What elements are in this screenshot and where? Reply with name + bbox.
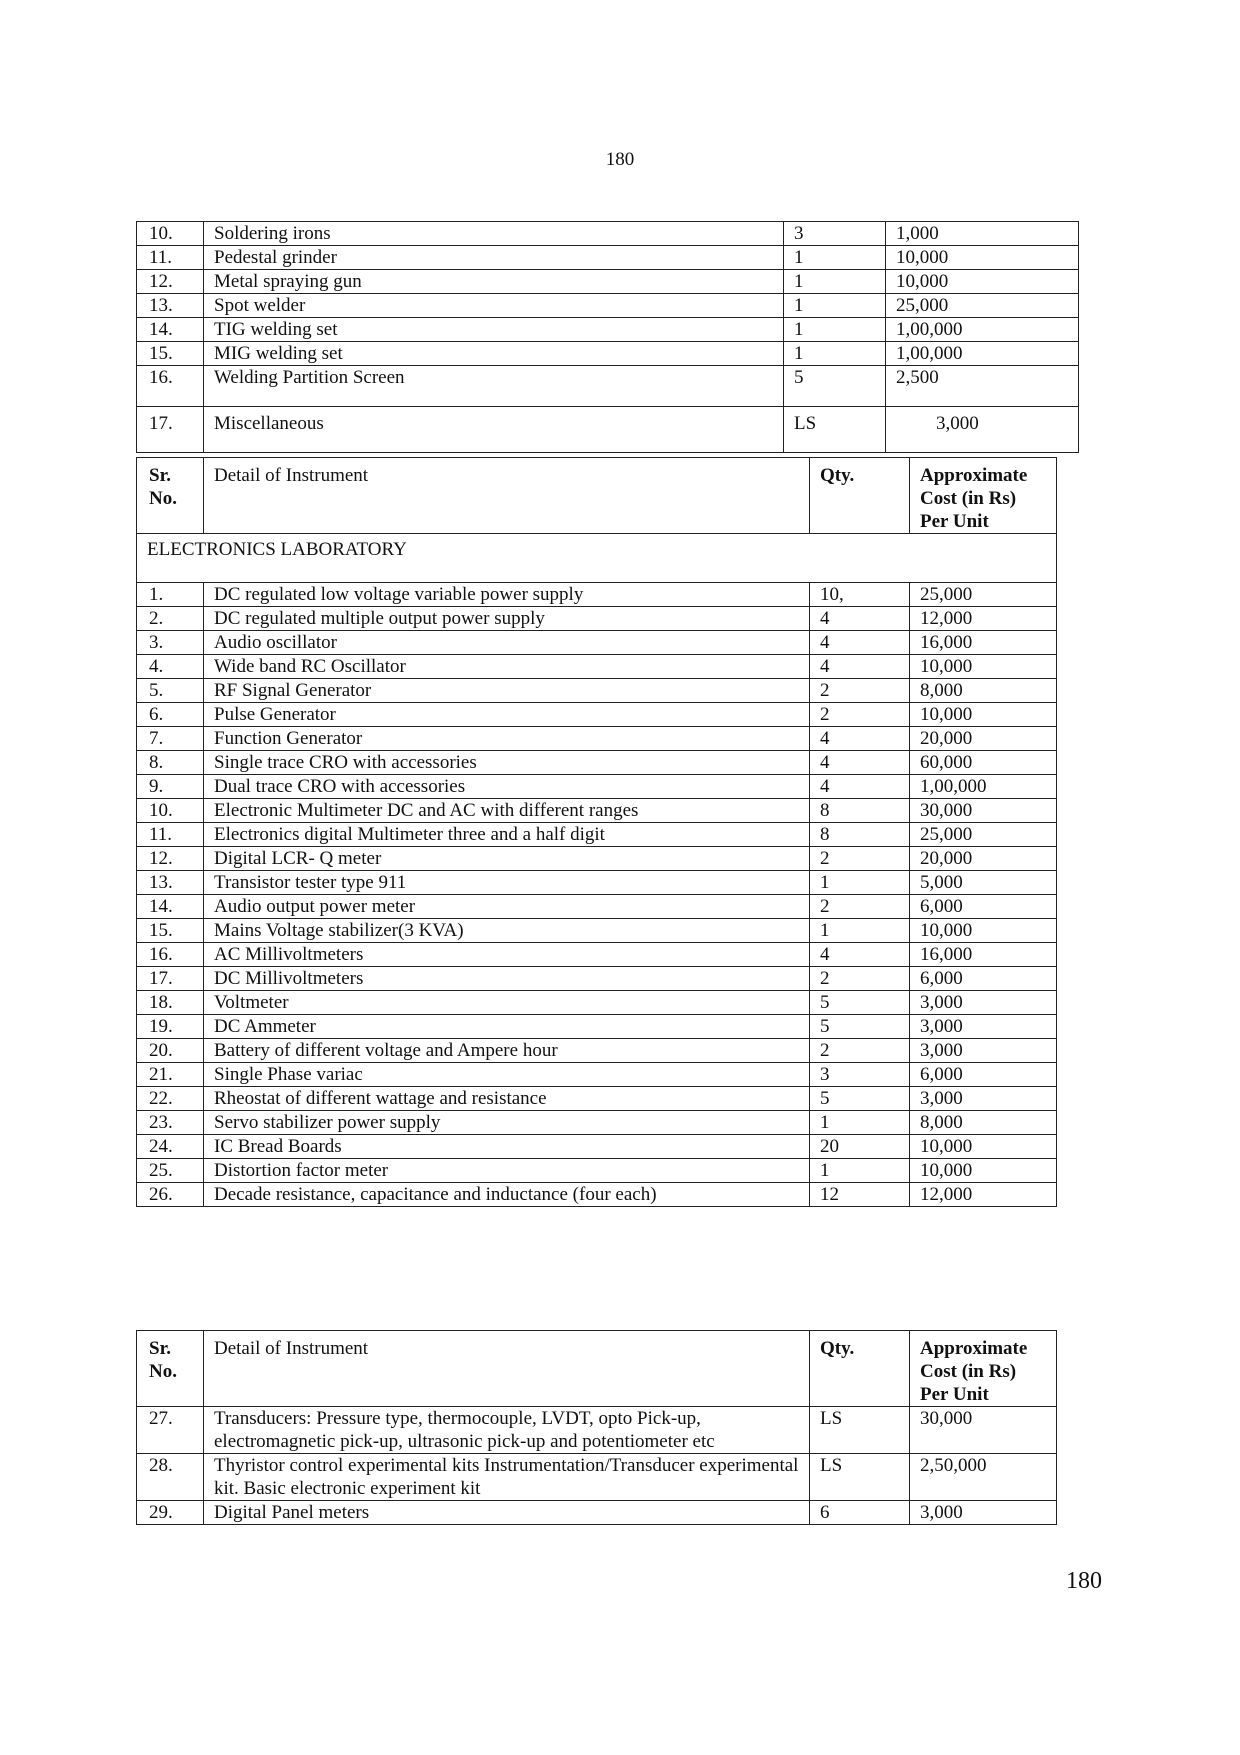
cell-cost: 12,000 — [910, 607, 1057, 631]
cell-detail: Transistor tester type 911 — [204, 871, 810, 895]
table-row — [137, 1111, 1057, 1135]
cell-sr: 11. — [137, 823, 204, 847]
cell-detail: Single trace CRO with accessories — [204, 751, 810, 775]
cell-sr: 5. — [137, 679, 204, 703]
table-row — [137, 847, 1057, 871]
cell-sr: 11. — [137, 246, 204, 270]
cell-detail: Thyristor control experimental kits Instrumentation/Transducer experimental kit. Basic electronic experiment kit — [204, 1454, 810, 1501]
header-detail: Detail of Instrument — [204, 1331, 810, 1407]
cell-qty: 2 — [810, 895, 910, 919]
cell-detail: Spot welder — [204, 294, 784, 318]
header-detail: Detail of Instrument — [204, 458, 810, 534]
cell-qty: 1 — [784, 342, 886, 366]
cell-qty: 4 — [810, 655, 910, 679]
cell-sr: 17. — [137, 407, 204, 453]
cell-detail: Voltmeter — [204, 991, 810, 1015]
equipment-table-continued — [136, 1330, 1057, 1525]
cell-detail: DC regulated low voltage variable power supply — [204, 583, 810, 607]
cell-qty: 5 — [810, 1015, 910, 1039]
header-qty: Qty. — [810, 1331, 910, 1407]
cell-cost: 6,000 — [910, 895, 1057, 919]
cell-detail: Metal spraying gun — [204, 270, 784, 294]
cell-qty: 1 — [784, 318, 886, 342]
cell-qty: 5 — [810, 1087, 910, 1111]
cell-cost: 25,000 — [910, 823, 1057, 847]
cell-cost: 10,000 — [910, 1159, 1057, 1183]
cell-detail: Battery of different voltage and Ampere hour — [204, 1039, 810, 1063]
table-row — [137, 1501, 1057, 1525]
cell-qty: 1 — [810, 919, 910, 943]
cell-sr: 8. — [137, 751, 204, 775]
cell-detail: Mains Voltage stabilizer(3 KVA) — [204, 919, 810, 943]
cell-detail: Digital Panel meters — [204, 1501, 810, 1525]
table-row — [137, 407, 1079, 453]
cell-cost: 1,000 — [886, 222, 1079, 246]
table-row — [137, 294, 1079, 318]
table-row — [137, 318, 1079, 342]
equipment-table-electronics — [136, 457, 1057, 1207]
cell-sr: 16. — [137, 366, 204, 407]
cell-cost: 20,000 — [910, 727, 1057, 751]
table-row — [137, 679, 1057, 703]
table-row — [137, 895, 1057, 919]
cell-cost: 10,000 — [886, 270, 1079, 294]
cell-qty: 2 — [810, 703, 910, 727]
table-row — [137, 366, 1079, 407]
table-header-row — [137, 458, 1057, 534]
cell-sr: 25. — [137, 1159, 204, 1183]
cell-sr: 22. — [137, 1087, 204, 1111]
cell-sr: 14. — [137, 895, 204, 919]
cell-qty: 1 — [810, 1111, 910, 1135]
cell-sr: 10. — [137, 222, 204, 246]
cell-cost: 25,000 — [886, 294, 1079, 318]
cell-cost: 30,000 — [910, 1407, 1057, 1454]
cell-detail: Welding Partition Screen — [204, 366, 784, 407]
cell-qty: LS — [810, 1454, 910, 1501]
cell-sr: 13. — [137, 294, 204, 318]
table-row — [137, 1063, 1057, 1087]
cell-detail: DC Ammeter — [204, 1015, 810, 1039]
cell-cost: 3,000 — [910, 1087, 1057, 1111]
section-title: ELECTRONICS LABORATORY — [137, 534, 1057, 583]
cell-sr: 3. — [137, 631, 204, 655]
cell-qty: 5 — [810, 991, 910, 1015]
cell-qty: 8 — [810, 823, 910, 847]
cell-qty: 10, — [810, 583, 910, 607]
table-row — [137, 607, 1057, 631]
cell-sr: 20. — [137, 1039, 204, 1063]
table-row — [137, 342, 1079, 366]
cell-cost: 1,00,000 — [886, 318, 1079, 342]
cell-qty: 1 — [784, 294, 886, 318]
cell-cost: 1,00,000 — [910, 775, 1057, 799]
cell-cost: 1,00,000 — [886, 342, 1079, 366]
cell-detail: Dual trace CRO with accessories — [204, 775, 810, 799]
cell-sr: 26. — [137, 1183, 204, 1207]
cell-detail: AC Millivoltmeters — [204, 943, 810, 967]
cell-qty: 4 — [810, 943, 910, 967]
cell-qty: 6 — [810, 1501, 910, 1525]
cell-cost: 10,000 — [910, 703, 1057, 727]
cell-sr: 16. — [137, 943, 204, 967]
cell-qty: 4 — [810, 775, 910, 799]
cell-cost: 2,500 — [886, 366, 1079, 407]
cell-qty: 4 — [810, 751, 910, 775]
cell-cost: 8,000 — [910, 1111, 1057, 1135]
cell-detail: Electronic Multimeter DC and AC with different ranges — [204, 799, 810, 823]
cell-detail: Decade resistance, capacitance and inductance (four each) — [204, 1183, 810, 1207]
cell-cost: 10,000 — [886, 246, 1079, 270]
cell-qty: 3 — [784, 222, 886, 246]
cell-detail: Single Phase variac — [204, 1063, 810, 1087]
table-header-row — [137, 1331, 1057, 1407]
cell-detail: Audio output power meter — [204, 895, 810, 919]
table-row — [137, 967, 1057, 991]
cell-sr: 28. — [137, 1454, 204, 1501]
table-row — [137, 1135, 1057, 1159]
cell-cost: 16,000 — [910, 631, 1057, 655]
table-row — [137, 1039, 1057, 1063]
table-row — [137, 246, 1079, 270]
cell-sr: 21. — [137, 1063, 204, 1087]
cell-cost: 8,000 — [910, 679, 1057, 703]
table-row — [137, 703, 1057, 727]
cell-sr: 23. — [137, 1111, 204, 1135]
table-row — [137, 775, 1057, 799]
table-row — [137, 222, 1079, 246]
cell-sr: 24. — [137, 1135, 204, 1159]
cell-cost: 16,000 — [910, 943, 1057, 967]
cell-sr: 29. — [137, 1501, 204, 1525]
cell-qty: 4 — [810, 607, 910, 631]
cell-detail: Servo stabilizer power supply — [204, 1111, 810, 1135]
cell-cost: 60,000 — [910, 751, 1057, 775]
cell-cost: 12,000 — [910, 1183, 1057, 1207]
cell-qty: 1 — [810, 1159, 910, 1183]
cell-sr: 1. — [137, 583, 204, 607]
table-row — [137, 823, 1057, 847]
cell-sr: 27. — [137, 1407, 204, 1454]
cell-cost: 6,000 — [910, 967, 1057, 991]
cell-detail: Transducers: Pressure type, thermocouple, LVDT, opto Pick-up, electromagnetic pick-up, ultrasonic pick-up and potentiometer etc — [204, 1407, 810, 1454]
cell-detail: Pedestal grinder — [204, 246, 784, 270]
cell-cost: 3,000 — [886, 407, 1079, 453]
cell-qty: 2 — [810, 847, 910, 871]
table-row — [137, 1454, 1057, 1501]
cell-cost: 3,000 — [910, 1015, 1057, 1039]
cell-detail: Digital LCR- Q meter — [204, 847, 810, 871]
table-row — [137, 991, 1057, 1015]
cell-detail: Pulse Generator — [204, 703, 810, 727]
equipment-table-workshop — [136, 221, 1079, 453]
table-row — [137, 1159, 1057, 1183]
table-row — [137, 727, 1057, 751]
table-row — [137, 943, 1057, 967]
section-row — [137, 534, 1057, 583]
cell-sr: 19. — [137, 1015, 204, 1039]
cell-qty: 3 — [810, 1063, 910, 1087]
cell-cost: 10,000 — [910, 655, 1057, 679]
header-sr-no: Sr. No. — [137, 458, 204, 534]
cell-qty: 2 — [810, 679, 910, 703]
cell-detail: MIG welding set — [204, 342, 784, 366]
cell-sr: 17. — [137, 967, 204, 991]
page-number-top: 180 — [605, 149, 635, 170]
cell-qty: 4 — [810, 727, 910, 751]
cell-cost: 30,000 — [910, 799, 1057, 823]
table-row — [137, 1087, 1057, 1111]
table-row — [137, 871, 1057, 895]
cell-sr: 2. — [137, 607, 204, 631]
cell-detail: Soldering irons — [204, 222, 784, 246]
cell-detail: TIG welding set — [204, 318, 784, 342]
page-number-bottom: 180 — [1066, 1568, 1102, 1594]
cell-qty: 2 — [810, 967, 910, 991]
cell-qty: 1 — [784, 270, 886, 294]
cell-cost: 2,50,000 — [910, 1454, 1057, 1501]
cell-detail: Miscellaneous — [204, 407, 784, 453]
cell-sr: 14. — [137, 318, 204, 342]
cell-sr: 7. — [137, 727, 204, 751]
cell-qty: 1 — [810, 871, 910, 895]
cell-qty: 4 — [810, 631, 910, 655]
table-row — [137, 919, 1057, 943]
cell-detail: IC Bread Boards — [204, 1135, 810, 1159]
cell-cost: 10,000 — [910, 1135, 1057, 1159]
cell-detail: Rheostat of different wattage and resistance — [204, 1087, 810, 1111]
header-qty: Qty. — [810, 458, 910, 534]
table-row — [137, 799, 1057, 823]
cell-cost: 3,000 — [910, 991, 1057, 1015]
table-row — [137, 751, 1057, 775]
table-row — [137, 1015, 1057, 1039]
cell-qty: 1 — [784, 246, 886, 270]
cell-qty: LS — [810, 1407, 910, 1454]
cell-qty: 2 — [810, 1039, 910, 1063]
cell-sr: 9. — [137, 775, 204, 799]
cell-sr: 12. — [137, 847, 204, 871]
cell-cost: 10,000 — [910, 919, 1057, 943]
table-row — [137, 631, 1057, 655]
cell-sr: 18. — [137, 991, 204, 1015]
cell-cost: 6,000 — [910, 1063, 1057, 1087]
cell-detail: Audio oscillator — [204, 631, 810, 655]
cell-qty: 12 — [810, 1183, 910, 1207]
cell-detail: Function Generator — [204, 727, 810, 751]
cell-detail: Wide band RC Oscillator — [204, 655, 810, 679]
cell-detail: Electronics digital Multimeter three and a half digit — [204, 823, 810, 847]
cell-detail: DC regulated multiple output power supply — [204, 607, 810, 631]
cell-cost: 20,000 — [910, 847, 1057, 871]
cell-qty: LS — [784, 407, 886, 453]
cell-sr: 15. — [137, 919, 204, 943]
cell-cost: 5,000 — [910, 871, 1057, 895]
cell-sr: 6. — [137, 703, 204, 727]
cell-sr: 12. — [137, 270, 204, 294]
cell-qty: 8 — [810, 799, 910, 823]
cell-sr: 10. — [137, 799, 204, 823]
cell-cost: 25,000 — [910, 583, 1057, 607]
table-row — [137, 655, 1057, 679]
cell-cost: 3,000 — [910, 1039, 1057, 1063]
header-cost: Approximate Cost (in Rs) Per Unit — [910, 458, 1057, 534]
cell-cost: 3,000 — [910, 1501, 1057, 1525]
table-row — [137, 583, 1057, 607]
cell-sr: 13. — [137, 871, 204, 895]
cell-detail: Distortion factor meter — [204, 1159, 810, 1183]
cell-sr: 4. — [137, 655, 204, 679]
table-row — [137, 270, 1079, 294]
cell-qty: 20 — [810, 1135, 910, 1159]
header-cost: Approximate Cost (in Rs) Per Unit — [910, 1331, 1057, 1407]
cell-sr: 15. — [137, 342, 204, 366]
header-sr-no: Sr. No. — [137, 1331, 204, 1407]
cell-detail: DC Millivoltmeters — [204, 967, 810, 991]
table-row — [137, 1183, 1057, 1207]
cell-detail: RF Signal Generator — [204, 679, 810, 703]
table-row — [137, 1407, 1057, 1454]
cell-qty: 5 — [784, 366, 886, 407]
